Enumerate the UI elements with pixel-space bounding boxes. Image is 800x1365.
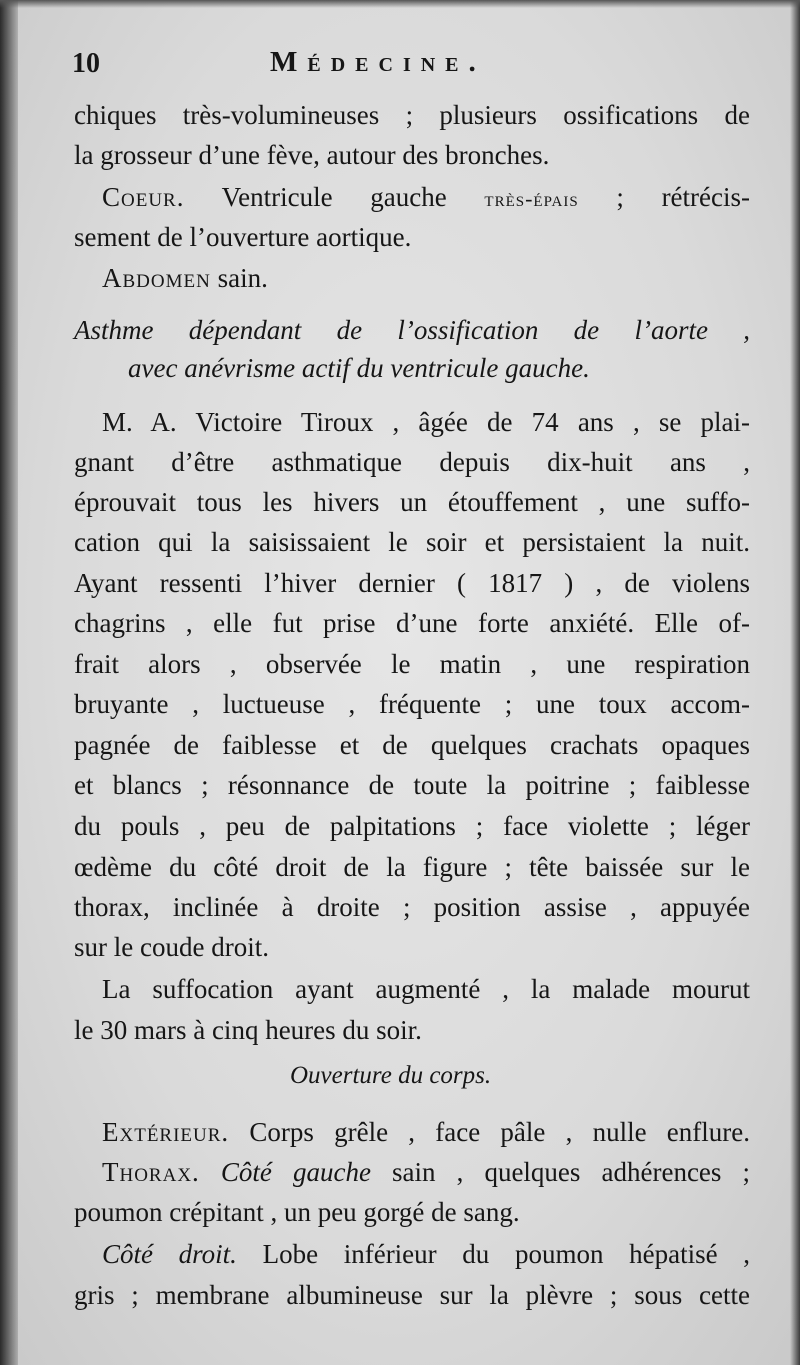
text-line: La suffocation ayant augmenté , la malade mourut — [102, 974, 750, 1004]
section-label-abdomen: Abdomen — [102, 263, 211, 293]
text-line — [102, 180, 750, 216]
text-run: sain. — [210, 263, 268, 293]
running-head: Médecine. — [270, 46, 486, 78]
text-run: sain , quelques adhérences ; — [370, 1157, 751, 1187]
text-line: gnant d’être asthmatique depuis dix-huit ans , — [74, 447, 750, 477]
text-line: le 30 mars à cinq heures du soir. — [74, 1015, 422, 1045]
text-line: thorax, inclinée à droite ; position assise , appuyée — [74, 892, 750, 922]
text-run: Lobe inférieur du poumon hépatisé , — [236, 1239, 750, 1269]
text-line — [102, 1237, 750, 1271]
text-line: Ayant ressenti l’hiver dernier ( 1817 ) , de violens — [74, 568, 750, 598]
emphasis-caps: très-épais — [484, 186, 579, 211]
section-label-exterieur: Extérieur. — [102, 1117, 230, 1147]
text-line — [102, 1115, 750, 1149]
text-run: Ventricule gauche — [184, 182, 485, 212]
section-label-thorax: Thorax. — [102, 1157, 200, 1187]
text-line: sur le coude droit. — [74, 932, 269, 962]
text-line: gris ; membrane albumineuse sur la plèvre ; sous cette — [74, 1280, 750, 1310]
page-number: 10 — [72, 48, 100, 79]
text-line: œdème du côté droit de la figure ; tête baissée sur le — [74, 852, 750, 882]
text-line: sement de l’ouverture aortique. — [74, 222, 412, 252]
section-heading: Ouverture du corps. — [290, 1062, 492, 1089]
text-line: la grosseur d’une fève, autour des bronches. — [74, 140, 550, 170]
text-line: chagrins , elle fut prise d’une forte anxiété. Elle of- — [74, 608, 750, 638]
text-run: Corps grêle , face pâle , nulle enflure. — [229, 1117, 750, 1147]
italic-run: Côté gauche — [199, 1157, 371, 1187]
text-run: ; rétrécis- — [578, 182, 750, 212]
case-title-line-2: avec anévrisme actif du ventricule gauche. — [128, 353, 590, 383]
case-title-line-1: Asthme dépendant de l’ossification de l’aorte , — [74, 315, 750, 345]
text-line: bruyante , luctueuse , fréquente ; une toux accom- — [74, 689, 750, 719]
text-line: pagnée de faiblesse et de quelques crachats opaques — [74, 730, 750, 760]
text-line: cation qui la saisissaient le soir et persistaient la nuit. — [74, 527, 750, 557]
page-edge-shadow-left — [0, 0, 18, 1365]
text-line: du pouls , peu de palpitations ; face violette ; léger — [74, 811, 750, 841]
page-edge-shadow-top — [0, 0, 800, 8]
text-line: chiques très-volumineuses ; plusieurs ossifications de — [74, 100, 750, 130]
text-line: éprouvait tous les hivers un étouffement , une suffo- — [74, 487, 750, 517]
text-line — [102, 1155, 750, 1189]
section-label-coeur: Coeur. — [102, 182, 185, 212]
italic-run: Côté droit. — [102, 1239, 237, 1269]
text-line: M. A. Victoire Tiroux , âgée de 74 ans , se plai- — [102, 407, 750, 437]
page-edge-shadow-right — [790, 0, 800, 1365]
text-line: poumon crépitant , un peu gorgé de sang. — [74, 1197, 520, 1227]
text-line: et blancs ; résonnance de toute la poitrine ; faiblesse — [74, 770, 750, 800]
text-line — [102, 261, 750, 295]
text-line: frait alors , observée le matin , une respiration — [74, 649, 750, 679]
